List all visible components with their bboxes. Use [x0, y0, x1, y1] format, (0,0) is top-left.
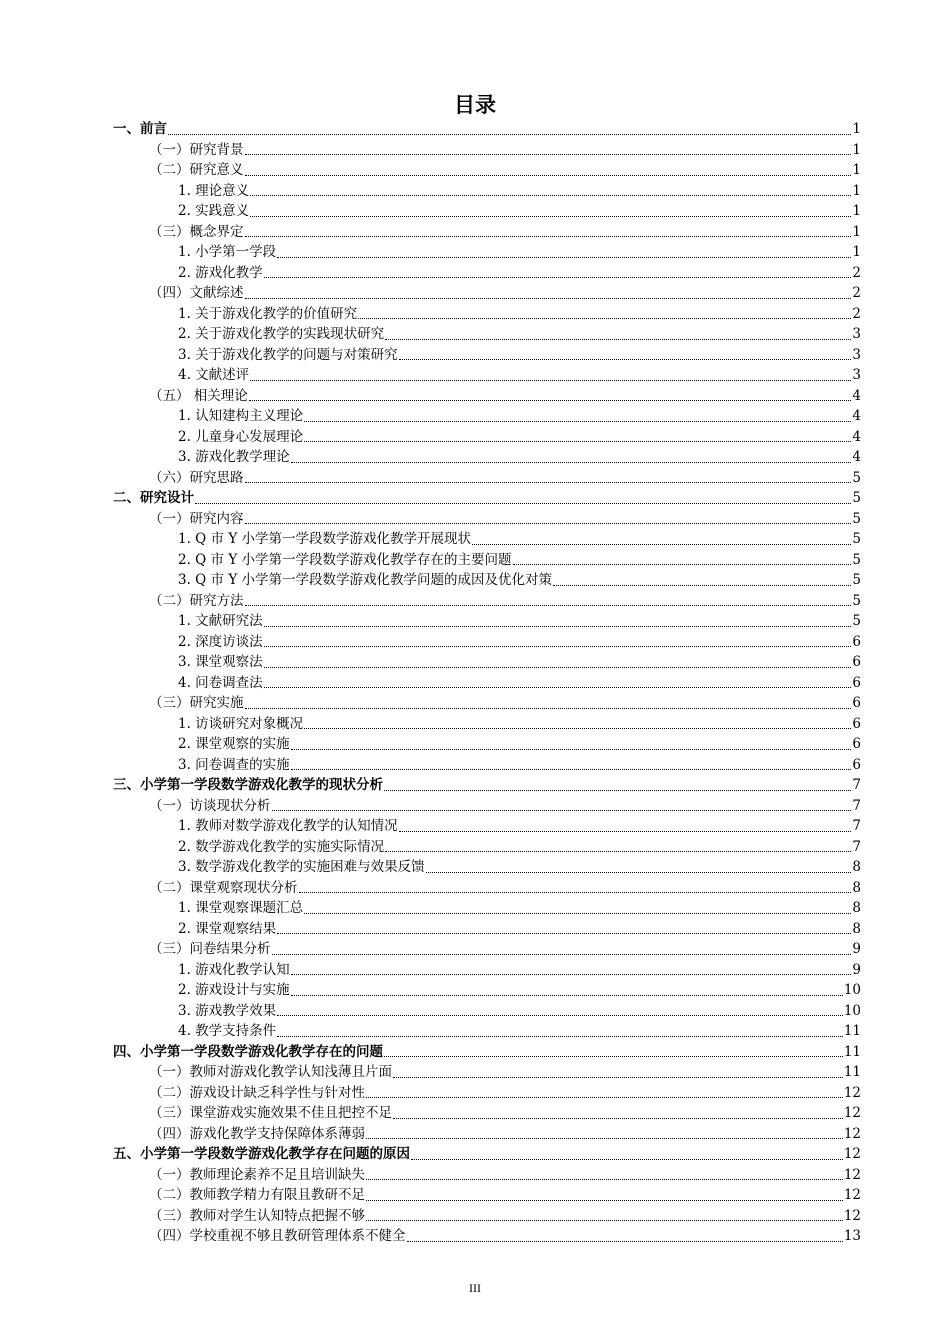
toc-dot-leader [384, 1055, 843, 1057]
toc-entry-page: 2 [852, 305, 861, 322]
toc-dot-leader [399, 358, 852, 360]
toc-entry[interactable] [113, 591, 861, 612]
toc-entry[interactable] [113, 960, 861, 981]
toc-entry-label: （一）访谈现状分析 [149, 797, 271, 814]
toc-dot-leader [195, 502, 851, 504]
toc-entry[interactable] [113, 1165, 861, 1186]
toc-entry-label: （一）教师理论素养不足且培训缺失 [149, 1166, 365, 1183]
toc-dot-leader [366, 1219, 843, 1221]
toc-dot-leader [291, 461, 852, 463]
toc-entry-page: 6 [852, 674, 861, 691]
toc-entry-label: （一）教师对游戏化教学认知浅薄且片面 [149, 1064, 392, 1080]
toc-dot-leader [250, 379, 851, 381]
toc-dot-leader [245, 481, 852, 483]
toc-entry[interactable] [113, 406, 861, 427]
toc-dot-leader [304, 912, 851, 914]
toc-entry-label: 3. 数学游戏化教学的实施困难与效果反馈 [178, 859, 425, 875]
toc-entry-page: 6 [852, 715, 861, 732]
toc-entry[interactable] [113, 324, 861, 345]
toc-entry-page: 8 [852, 859, 861, 875]
toc-entry-page: 1 [852, 121, 861, 137]
toc-dot-leader [250, 194, 851, 196]
toc-dot-leader [399, 830, 852, 832]
toc-dot-leader [393, 1117, 843, 1119]
toc-entry-page: 6 [852, 736, 861, 752]
toc-entry-page: 1 [852, 182, 861, 199]
toc-entry[interactable] [113, 755, 861, 776]
toc-dot-leader [299, 891, 852, 893]
toc-entry-label: 3. Q 市 Y 小学第一学段数学游戏化教学问题的成因及优化对策 [178, 572, 553, 588]
toc-entry-label: 4. 教学支持条件 [178, 1023, 277, 1039]
toc-entry-page: 1 [852, 223, 861, 240]
toc-entry-label: 4. 文献述评 [178, 367, 250, 383]
toc-entry[interactable] [113, 529, 861, 550]
toc-entry[interactable] [113, 181, 861, 202]
toc-entry-page: 5 [852, 469, 861, 486]
toc-entry[interactable] [113, 898, 861, 919]
toc-entry[interactable] [113, 1083, 861, 1104]
toc-entry-page: 5 [852, 592, 861, 609]
toc-entry-page: 2 [852, 264, 861, 281]
toc-entry-page: 10 [843, 982, 861, 998]
toc-entry-page: 7 [852, 818, 861, 834]
toc-entry-page: 6 [852, 633, 861, 650]
toc-entry-page: 4 [852, 408, 861, 424]
toc-dot-leader [472, 543, 851, 545]
toc-entry-label: 2. Q 市 Y 小学第一学段数学游戏化教学存在的主要问题 [178, 551, 512, 568]
toc-entry[interactable] [113, 1001, 861, 1022]
toc-entry-page: 4 [852, 387, 861, 404]
toc-entry-label: （三）概念界定 [149, 223, 244, 240]
toc-dot-leader [249, 399, 852, 401]
toc-entry-page: 12 [843, 1187, 861, 1203]
toc-entry-label: 1. 文献研究法 [178, 613, 263, 629]
toc-dot-leader [264, 686, 852, 688]
toc-entry-label: 1. 教师对数学游戏化教学的认知情况 [178, 818, 398, 834]
toc-entry-page: 6 [852, 695, 861, 711]
toc-entry-label: 1. 游戏化教学认知 [178, 961, 290, 978]
toc-entry-label: 1. 认知建构主义理论 [178, 408, 304, 424]
toc-entry-page: 6 [852, 756, 861, 773]
toc-entry-page: 9 [852, 941, 861, 957]
toc-dot-leader [264, 276, 852, 278]
toc-entry-label: （五） 相关理论 [149, 387, 248, 404]
toc-entry[interactable] [113, 509, 861, 530]
toc-entry[interactable] [113, 980, 861, 1001]
toc-dot-leader [358, 317, 851, 319]
toc-entry-label: 3. 问卷调查的实施 [178, 756, 290, 773]
toc-entry-page: 8 [852, 900, 861, 916]
toc-entry-page: 4 [852, 428, 861, 445]
toc-dot-leader [277, 256, 851, 258]
toc-entry[interactable] [113, 570, 861, 591]
toc-dot-leader [366, 1199, 843, 1201]
toc-dot-leader [245, 297, 852, 299]
toc-entry-label: （四）学校重视不够且教研管理体系不健全 [149, 1228, 406, 1244]
toc-dot-leader [245, 604, 852, 606]
toc-entry-label: 2. 实践意义 [178, 203, 250, 219]
toc-entry-label: 1. 关于游戏化教学的价值研究 [178, 305, 358, 322]
toc-dot-leader [366, 1096, 843, 1098]
toc-entry-label: （三）课堂游戏实施效果不佳且把控不足 [149, 1105, 392, 1121]
toc-entry[interactable] [113, 550, 861, 571]
toc-entry[interactable] [113, 242, 861, 263]
toc-entry[interactable] [113, 447, 861, 468]
toc-entry[interactable] [113, 1042, 861, 1063]
toc-entry-label: 四、小学第一学段数学游戏化教学存在的问题 [113, 1043, 383, 1060]
page-number: III [469, 1281, 481, 1295]
toc-entry-page: 4 [852, 449, 861, 465]
toc-entry-page: 7 [852, 797, 861, 814]
toc-entry-label: 3. 课堂观察法 [178, 654, 263, 670]
toc-entry-label: 2. 游戏化教学 [178, 264, 263, 281]
toc-entry-page: 12 [843, 1207, 861, 1224]
toc-dot-leader [291, 768, 852, 770]
toc-dot-leader [245, 707, 852, 709]
toc-entry[interactable] [113, 1185, 861, 1206]
toc-entry-page: 5 [852, 572, 861, 588]
toc-dot-leader [245, 174, 852, 176]
toc-entry[interactable] [113, 939, 861, 960]
toc-entry-page: 1 [852, 162, 861, 178]
toc-dot-leader [250, 215, 851, 217]
toc-entry-label: 五、小学第一学段数学游戏化教学存在问题的原因 [113, 1146, 410, 1162]
toc-dot-leader [245, 153, 852, 155]
toc-entry-page: 5 [852, 531, 861, 547]
toc-entry-page: 12 [843, 1166, 861, 1183]
toc-entry-page: 12 [843, 1146, 861, 1162]
toc-entry-label: （四）文献综述 [149, 285, 244, 301]
toc-entry[interactable] [113, 652, 861, 673]
toc-dot-leader [272, 809, 852, 811]
toc-entry-page: 9 [852, 961, 861, 978]
toc-entry-page: 5 [852, 510, 861, 527]
toc-entry[interactable] [113, 140, 861, 161]
toc-entry-label: 1. 理论意义 [178, 182, 250, 199]
toc-entry-label: 三、小学第一学段数学游戏化教学的现状分析 [113, 777, 383, 793]
toc-dot-leader [277, 1035, 843, 1037]
toc-entry[interactable] [113, 878, 861, 899]
toc-entry-label: 2. 关于游戏化教学的实践现状研究 [178, 326, 385, 342]
toc-entry[interactable] [113, 201, 861, 222]
toc-entry[interactable] [113, 1226, 861, 1247]
toc-entry-label: 4. 问卷调查法 [178, 674, 263, 691]
toc-entry[interactable] [113, 1206, 861, 1227]
toc-entry-label: （四）游戏化教学支持保障体系薄弱 [149, 1125, 365, 1142]
toc-dot-leader [264, 666, 852, 668]
toc-dot-leader [264, 625, 852, 627]
toc-dot-leader [385, 338, 851, 340]
toc-dot-leader [411, 1158, 843, 1160]
toc-dot-leader [384, 789, 851, 791]
toc-dot-leader [304, 440, 851, 442]
toc-dot-leader [385, 850, 851, 852]
toc-entry-label: 3. 游戏教学效果 [178, 1002, 277, 1019]
toc-entry-label: 2. 课堂观察结果 [178, 920, 277, 937]
toc-entry-label: （三）研究实施 [149, 695, 244, 711]
toc-dot-leader [513, 563, 852, 565]
toc-entry-label: 2. 深度访谈法 [178, 633, 263, 650]
toc-dot-leader [272, 953, 852, 955]
toc-entry-label: （二）教师教学精力有限且教研不足 [149, 1187, 365, 1203]
toc-dot-leader [304, 420, 851, 422]
toc-entry-page: 11 [843, 1043, 861, 1060]
toc-entry-page: 2 [852, 285, 861, 301]
toc-entry-page: 3 [852, 346, 861, 363]
toc-entry-page: 8 [852, 879, 861, 896]
toc-entry-page: 12 [843, 1084, 861, 1101]
toc-dot-leader [277, 1014, 843, 1016]
toc-entry[interactable] [113, 796, 861, 817]
toc-entry-page: 5 [852, 490, 861, 506]
toc-entry-page: 1 [852, 244, 861, 260]
toc-entry[interactable] [113, 775, 861, 796]
toc-entry[interactable] [113, 1144, 861, 1165]
toc-entry[interactable] [113, 837, 861, 858]
toc-entry[interactable] [113, 119, 861, 140]
toc-dot-leader [168, 133, 851, 135]
toc-entry-label: 1. 小学第一学段 [178, 244, 277, 260]
toc-entry[interactable] [113, 222, 861, 243]
toc-entry-page: 6 [852, 654, 861, 670]
table-of-contents [113, 119, 861, 1247]
toc-entry-label: 1. Q 市 Y 小学第一学段数学游戏化教学开展现状 [178, 531, 472, 547]
toc-entry[interactable] [113, 632, 861, 653]
toc-entry[interactable] [113, 160, 861, 181]
toc-dot-leader [304, 727, 851, 729]
toc-entry[interactable] [113, 304, 861, 325]
toc-entry-page: 11 [843, 1023, 861, 1039]
toc-entry-label: 2. 游戏设计与实施 [178, 982, 290, 998]
toc-entry[interactable] [113, 488, 861, 509]
toc-entry-label: 2. 儿童身心发展理论 [178, 428, 304, 445]
toc-entry-label: 3. 关于游戏化教学的问题与对策研究 [178, 346, 398, 363]
toc-entry-label: （一）研究背景 [149, 141, 244, 158]
toc-entry-label: 2. 数学游戏化教学的实施实际情况 [178, 838, 385, 855]
toc-dot-leader [291, 973, 852, 975]
toc-entry-page: 1 [852, 141, 861, 158]
toc-dot-leader [291, 748, 852, 750]
toc-entry-page: 5 [852, 551, 861, 568]
toc-entry-label: 二、研究设计 [113, 490, 194, 506]
toc-entry-page: 5 [852, 613, 861, 629]
toc-entry-page: 3 [852, 326, 861, 342]
toc-dot-leader [245, 522, 852, 524]
toc-entry-page: 11 [843, 1064, 861, 1080]
toc-entry-label: 3. 游戏化教学理论 [178, 449, 290, 465]
toc-entry-page: 3 [852, 367, 861, 383]
toc-entry[interactable] [113, 427, 861, 448]
toc-entry-label: （三）问卷结果分析 [149, 941, 271, 957]
toc-entry-label: 1. 课堂观察课题汇总 [178, 900, 304, 916]
toc-entry[interactable] [113, 1021, 861, 1042]
toc-entry[interactable] [113, 1103, 861, 1124]
toc-entry-page: 12 [843, 1125, 861, 1142]
toc-dot-leader [277, 932, 851, 934]
toc-entry-page: 8 [852, 920, 861, 937]
toc-entry[interactable] [113, 283, 861, 304]
toc-entry[interactable] [113, 693, 861, 714]
toc-entry-label: （一）研究内容 [149, 510, 244, 527]
toc-entry-label: 一、前言 [113, 121, 167, 137]
toc-dot-leader [366, 1178, 843, 1180]
toc-entry[interactable] [113, 611, 861, 632]
toc-entry-page: 7 [852, 777, 861, 793]
toc-entry[interactable] [113, 734, 861, 755]
toc-dot-leader [553, 584, 851, 586]
toc-dot-leader [245, 235, 852, 237]
toc-entry[interactable] [113, 263, 861, 284]
toc-entry-label: 2. 课堂观察的实施 [178, 736, 290, 752]
toc-title: 目录 [454, 93, 496, 117]
toc-dot-leader [393, 1076, 843, 1078]
toc-entry-page: 10 [843, 1002, 861, 1019]
toc-dot-leader [426, 871, 852, 873]
toc-entry-page: 1 [852, 203, 861, 219]
toc-entry-page: 12 [843, 1105, 861, 1121]
toc-entry-label: （二）课堂观察现状分析 [149, 879, 298, 896]
toc-entry[interactable] [113, 673, 861, 694]
toc-entry[interactable] [113, 857, 861, 878]
toc-entry-label: （二）研究意义 [149, 162, 244, 178]
toc-entry-page: 13 [843, 1228, 861, 1244]
toc-entry[interactable] [113, 714, 861, 735]
toc-entry-label: 1. 访谈研究对象概况 [178, 715, 304, 732]
toc-dot-leader [366, 1137, 843, 1139]
toc-entry[interactable] [113, 365, 861, 386]
toc-entry[interactable] [113, 1062, 861, 1083]
toc-dot-leader [291, 994, 843, 996]
toc-entry[interactable] [113, 816, 861, 837]
toc-entry-label: （三）教师对学生认知特点把握不够 [149, 1207, 365, 1224]
toc-entry[interactable] [113, 919, 861, 940]
toc-entry[interactable] [113, 345, 861, 366]
toc-entry-label: （二）研究方法 [149, 592, 244, 609]
toc-entry-label: （六）研究思路 [149, 469, 244, 486]
toc-entry[interactable] [113, 386, 861, 407]
toc-dot-leader [407, 1240, 843, 1242]
toc-entry-page: 7 [852, 838, 861, 855]
toc-entry[interactable] [113, 1124, 861, 1145]
toc-dot-leader [264, 645, 852, 647]
toc-entry[interactable] [113, 468, 861, 489]
toc-entry-label: （二）游戏设计缺乏科学性与针对性 [149, 1084, 365, 1101]
